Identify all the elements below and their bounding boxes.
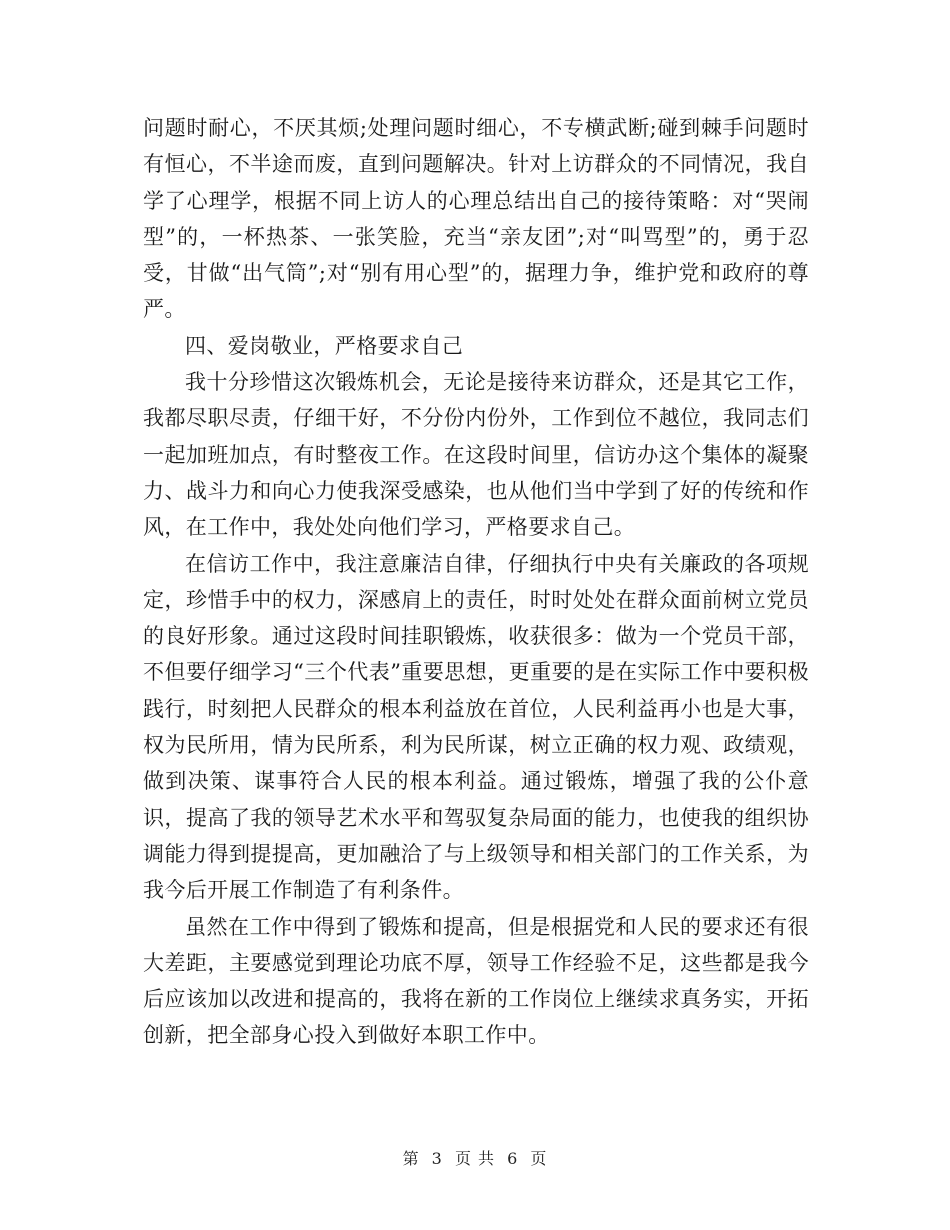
page-footer (0, 1146, 950, 1169)
footer-suffix: 页 (530, 1149, 548, 1168)
section-heading: 四、爱岗敬业，严格要求自己 (185, 333, 464, 358)
document-body (143, 110, 809, 1054)
paragraph-continued: 问题时耐心，不厌其烦;处理问题时细心，不专横武断;碰到棘手问题时有恒心，不半途而废，直到问题解决。针对上访群众的不同情况，我自学了心理学，根据不同上访人的心理总结出自己的接待策略：对“哭闹型”的，一杯热茶、一张笑脸，充当“亲友团”;对“叫骂型”的，勇于忍受，甘做“出气筒”;对“别有用心型”的，据理力争，维护党和政府的尊严。 (143, 116, 809, 322)
current-page-number: 3 (431, 1149, 443, 1168)
total-page-count: 6 (507, 1149, 519, 1168)
footer-middle: 页 共 (454, 1149, 496, 1168)
paragraph: 我十分珍惜这次锻炼机会，无论是接待来访群众，还是其它工作，我都尽职尽责，仔细干好，不分份内份外，工作到位不越位，我同志们一起加班加点，有时整夜工作。在这段时间里，信访办这个集体的凝聚力、战斗力和向心力使我深受感染，也从他们当中学到了好的传统和作风，在工作中，我处处向他们学习，严格要求自己。 (143, 370, 809, 540)
paragraph: 在信访工作中，我注意廉洁自律，仔细执行中央有关廉政的各项规定，珍惜手中的权力，深感肩上的责任，时时处处在群众面前树立党员的良好形象。通过这段时间挂职锻炼，收获很多：做为一个党员干部，不但要仔细学习“三个代表”重要思想，更重要的是在实际工作中要积极践行，时刻把人民群众的根本利益放在首位，人民利益再小也是大事，权为民所用，情为民所系，利为民所谋，树立正确的权力观、政绩观，做到决策、谋事符合人民的根本利益。通过锻炼，增强了我的公仆意识，提高了我的领导艺术水平和驾驭复杂局面的能力，也使我的组织协调能力得到提提高，更加融洽了与上级领导和相关部门的工作关系，为我今后开展工作制造了有利条件。 (143, 551, 809, 903)
paragraph: 虽然在工作中得到了锻炼和提高，但是根据党和人民的要求还有很大差距，主要感觉到理论功底不厚，领导工作经验不足，这些都是我今后应该加以改进和提高的，我将在新的工作岗位上继续求真务实，开拓创新，把全部身心投入到做好本职工作中。 (143, 914, 809, 1048)
footer-prefix: 第 (402, 1149, 420, 1168)
